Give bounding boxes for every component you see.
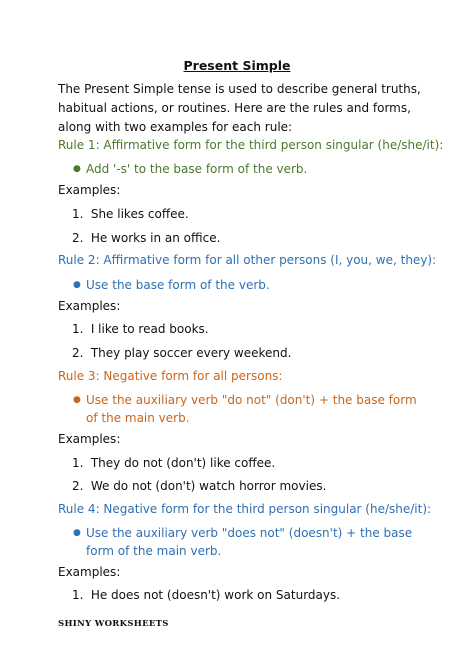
bullet-dot-icon: ●	[73, 280, 81, 290]
rule-1-bullet-text: Add '-s' to the base form of the verb.	[86, 162, 308, 176]
example-item	[72, 231, 220, 245]
rule-1-bullet	[73, 160, 423, 178]
rule-3-bullet-text: Use the auxiliary verb "do not" (don't) + the base form of the main verb.	[86, 393, 417, 425]
examples-label: Examples:	[58, 183, 121, 197]
intro-paragraph: The Present Simple tense is used to describe general truths, habitual actions, or routines. Here are the rules and forms, along with two examples for each rule:	[58, 82, 421, 134]
example-item	[72, 207, 189, 221]
examples-label: Examples:	[58, 432, 121, 446]
example-item	[72, 479, 326, 493]
example-number: 2.	[72, 346, 84, 360]
rule-4-bullet	[73, 524, 423, 560]
example-text: I like to read books.	[90, 322, 209, 336]
rule-1-heading: Rule 1: Affirmative form for the third person singular (he/she/it):	[58, 138, 444, 152]
bullet-dot-icon: ●	[73, 528, 81, 538]
rule-3-bullet	[73, 391, 423, 427]
example-number: 1.	[72, 322, 84, 336]
example-text: He works in an office.	[90, 231, 221, 245]
example-text: She likes coffee.	[90, 207, 189, 221]
examples-label: Examples:	[58, 299, 121, 313]
footer-brand: SHINY WORKSHEETS	[58, 619, 169, 629]
example-number: 1.	[72, 588, 84, 602]
page-title: Present Simple	[183, 58, 291, 73]
example-item	[72, 346, 291, 360]
example-item	[72, 588, 340, 602]
rule-4-heading: Rule 4: Negative form for the third person singular (he/she/it):	[58, 502, 432, 516]
example-text: They play soccer every weekend.	[90, 346, 292, 360]
example-number: 1.	[72, 207, 84, 221]
example-item	[72, 322, 209, 336]
rule-2-heading: Rule 2: Affirmative form for all other persons (I, you, we, they):	[58, 253, 437, 267]
example-item	[72, 456, 275, 470]
rule-2-bullet	[73, 276, 423, 294]
example-number: 2.	[72, 231, 84, 245]
examples-label: Examples:	[58, 565, 121, 579]
rule-4-bullet-text: Use the auxiliary verb "does not" (doesn't) + the base form of the main verb.	[86, 526, 413, 558]
example-number: 2.	[72, 479, 84, 493]
rule-3-heading: Rule 3: Negative form for all persons:	[58, 369, 283, 383]
example-text: They do not (don't) like coffee.	[90, 456, 276, 470]
example-text: He does not (doesn't) work on Saturdays.	[90, 588, 341, 602]
example-number: 1.	[72, 456, 84, 470]
example-text: We do not (don't) watch horror movies.	[90, 479, 327, 493]
bullet-dot-icon: ●	[73, 395, 81, 405]
rule-2-bullet-text: Use the base form of the verb.	[86, 278, 270, 292]
bullet-dot-icon: ●	[73, 164, 81, 174]
